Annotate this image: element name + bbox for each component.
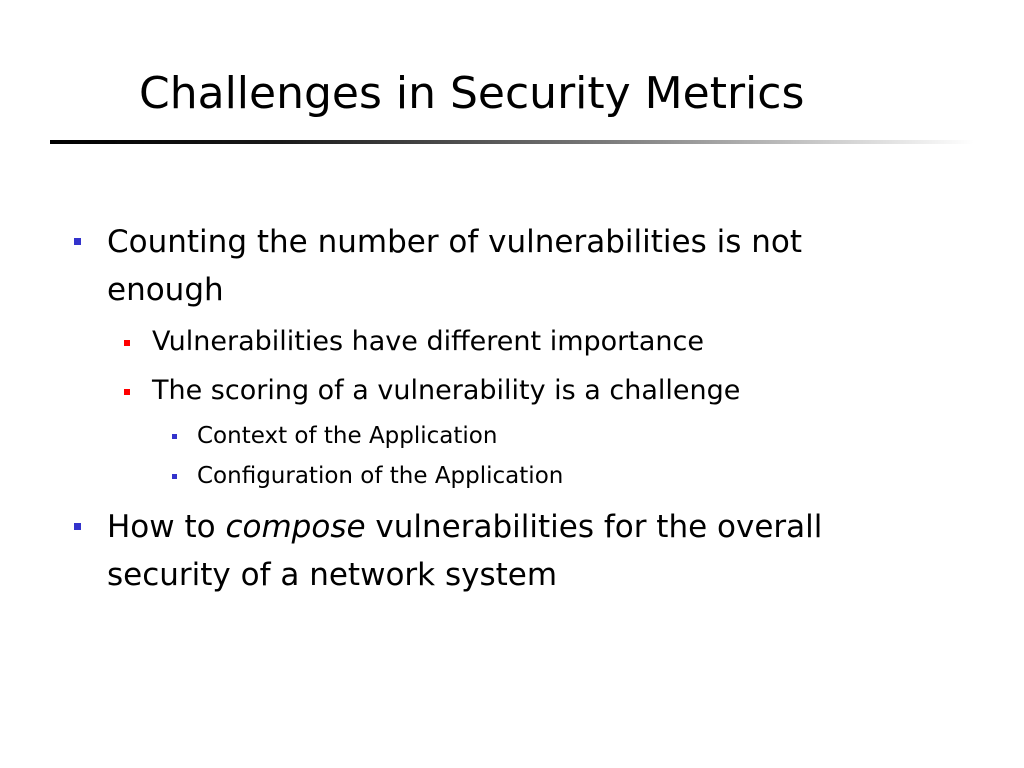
bullet-text-prefix: How to (107, 509, 226, 545)
bullet-text-line: security of a network system (107, 557, 558, 593)
bullet-text-line: enough (107, 272, 224, 308)
square-bullet-icon (124, 389, 130, 395)
square-bullet-icon (172, 474, 177, 479)
square-bullet-icon (74, 238, 81, 245)
sub-sub-bullet-text: Context of the Application (197, 423, 498, 449)
bullet-item (107, 503, 822, 599)
bullet-text-line: Counting the number of vulnerabilities is not (107, 224, 802, 260)
emphasized-word: compose (225, 509, 366, 545)
sub-bullet-item (152, 326, 704, 358)
square-bullet-icon (124, 340, 130, 346)
sub-sub-bullet-item (197, 422, 497, 450)
slide-title: Challenges in Security Metrics (139, 68, 805, 119)
square-bullet-icon (172, 434, 177, 439)
bullet-text-suffix: vulnerabilities for the overall (365, 509, 823, 545)
sub-bullet-text: Vulnerabilities have different importance (152, 326, 704, 357)
sub-sub-bullet-item (197, 462, 563, 490)
square-bullet-icon (74, 523, 81, 530)
bullet-item (107, 218, 802, 314)
sub-bullet-text: The scoring of a vulnerability is a challenge (152, 375, 741, 406)
sub-sub-bullet-text: Configuration of the Application (197, 463, 564, 489)
sub-bullet-item (152, 375, 740, 407)
